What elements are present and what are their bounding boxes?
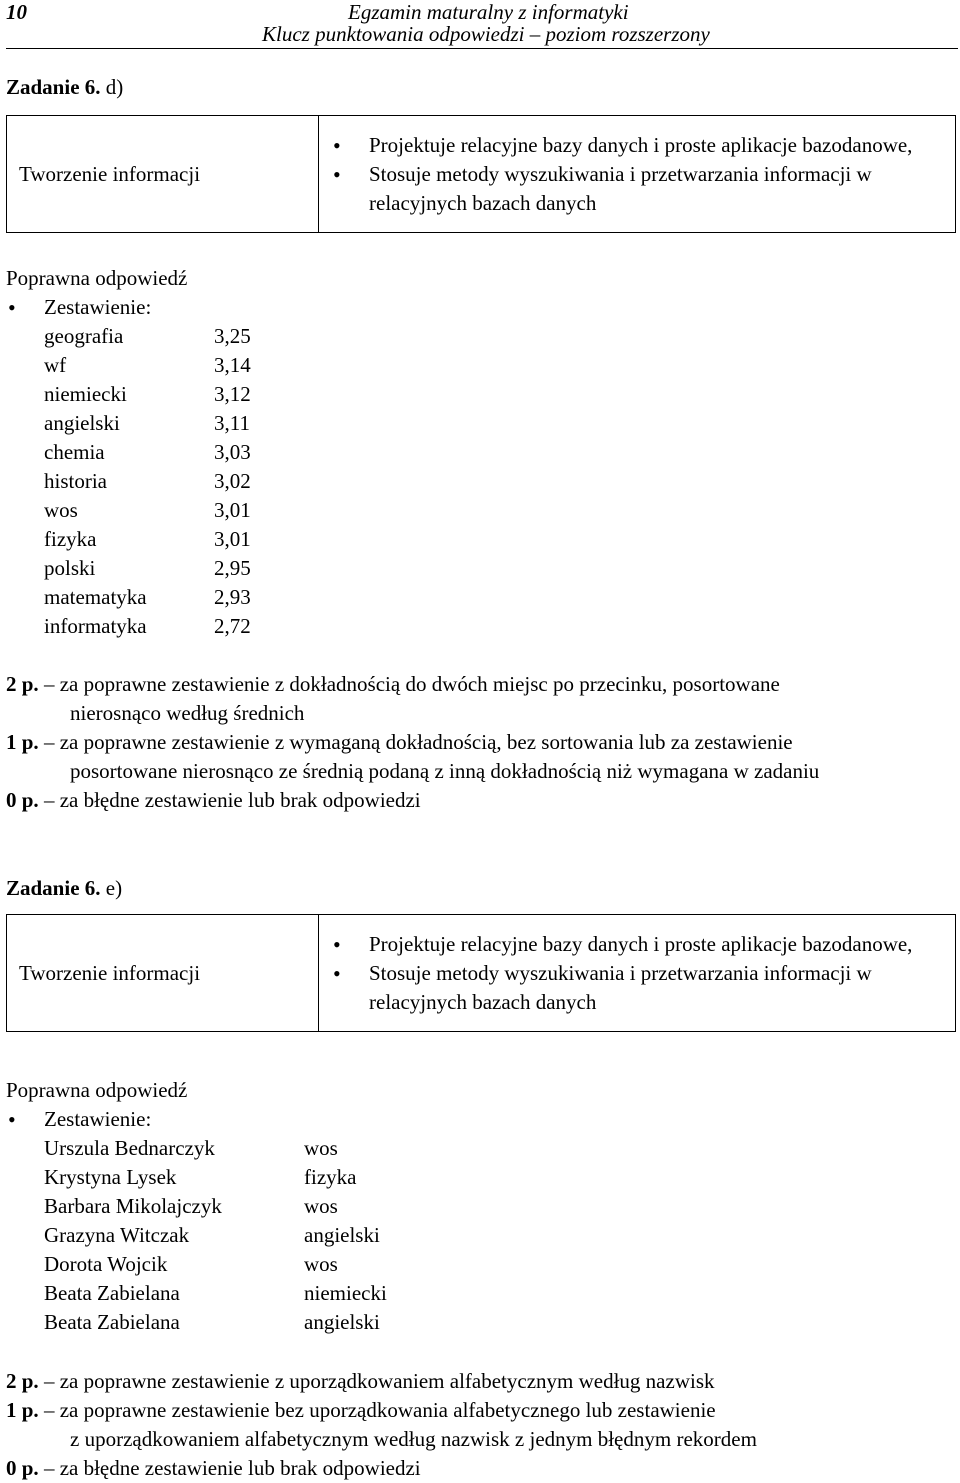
table-row bbox=[44, 1134, 387, 1163]
table-row bbox=[44, 1221, 387, 1250]
subject-cell: chemia bbox=[44, 440, 105, 464]
task-e-people-table bbox=[44, 1134, 387, 1337]
scoring-text-continued: z uporządkowaniem alfabetycznym według nazwisk z jednym błędnym rekordem bbox=[70, 1427, 757, 1451]
task-e-label: Zadanie 6. e) bbox=[6, 876, 123, 900]
task-d-req-2: • Stosuje metody wyszukiwania i przetwarzania informacji w relacyjnych bazach danych bbox=[327, 160, 955, 218]
scoring-text: – za poprawne zestawienie z uporządkowaniem alfabetycznym według nazwisk bbox=[38, 1369, 715, 1393]
subject-cell: matematyka bbox=[44, 585, 147, 609]
task-d-label: Zadanie 6. d) bbox=[6, 75, 124, 99]
table-row bbox=[44, 1192, 387, 1221]
scoring-text: – za poprawne zestawienie bez uporządkowania alfabetycznego lub zestawienie bbox=[38, 1398, 716, 1422]
points-label: 1 p. bbox=[6, 730, 39, 754]
subject-cell: wos bbox=[44, 498, 78, 522]
scoring-item bbox=[6, 1396, 956, 1454]
task-d-category: Tworzenie informacji bbox=[7, 116, 319, 233]
average-cell: 3,01 bbox=[214, 498, 251, 522]
scoring-text: – za poprawne zestawienie z dokładnością do dwóch miejsc po przecinku, posortowane bbox=[38, 672, 780, 696]
average-cell: 2,93 bbox=[214, 585, 251, 609]
task-e-zestawienie-label: • Zestawienie: bbox=[6, 1105, 387, 1134]
subject-cell: fizyka bbox=[304, 1165, 357, 1189]
task-d-requirements bbox=[319, 116, 956, 233]
name-cell: Beata Zabielana bbox=[44, 1281, 180, 1305]
header-title: Egzamin maturalny z informatyki bbox=[348, 0, 629, 24]
scoring-text-continued: posortowane nierosnąco ze średnią podaną z inną dokładnością niż wymagana w zadaniu bbox=[70, 759, 820, 783]
scoring-text: – za błędne zestawienie lub brak odpowiedzi bbox=[38, 1456, 421, 1480]
table-row bbox=[44, 1250, 387, 1279]
scoring-item bbox=[6, 786, 956, 815]
points-label: 1 p. bbox=[6, 1398, 39, 1422]
subject-cell: niemiecki bbox=[304, 1281, 387, 1305]
subject-cell: wos bbox=[304, 1194, 338, 1218]
points-label: 2 p. bbox=[6, 672, 39, 696]
subject-cell: wf bbox=[44, 353, 67, 377]
task-d-zestawienie-label: • Zestawienie: bbox=[6, 293, 251, 322]
subject-cell: informatyka bbox=[44, 614, 147, 638]
task-d-scoring bbox=[6, 670, 956, 815]
subject-cell: niemiecki bbox=[44, 382, 127, 406]
page-number: 10 bbox=[6, 0, 27, 24]
points-label: 2 p. bbox=[6, 1369, 39, 1393]
subject-cell: historia bbox=[44, 469, 107, 493]
header-subtitle: Klucz punktowania odpowiedzi – poziom rozszerzony bbox=[262, 22, 710, 46]
subject-cell: angielski bbox=[44, 411, 120, 435]
scoring-text: – za poprawne zestawienie z wymaganą dokładnością, bez sortowania lub za zestawienie bbox=[38, 730, 793, 754]
average-cell: 2,72 bbox=[214, 614, 251, 638]
average-cell: 2,95 bbox=[214, 556, 251, 580]
task-d-requirements-table bbox=[6, 115, 956, 233]
table-row bbox=[44, 583, 251, 612]
name-cell: Barbara Mikolajczyk bbox=[44, 1194, 222, 1218]
subject-cell: angielski bbox=[304, 1223, 380, 1247]
name-cell: Urszula Bednarczyk bbox=[44, 1136, 215, 1160]
task-e-answer bbox=[6, 1076, 387, 1337]
task-e-requirements-table bbox=[6, 914, 956, 1032]
subject-cell: fizyka bbox=[44, 527, 97, 551]
table-row bbox=[44, 467, 251, 496]
table-row bbox=[44, 525, 251, 554]
task-e-answer-heading: Poprawna odpowiedź bbox=[6, 1078, 188, 1102]
scoring-item bbox=[6, 1454, 956, 1483]
scoring-item bbox=[6, 1367, 956, 1396]
task-e-req-2: • Stosuje metody wyszukiwania i przetwarzania informacji w relacyjnych bazach danych bbox=[327, 959, 955, 1017]
subject-cell: wos bbox=[304, 1136, 338, 1160]
subject-cell: geografia bbox=[44, 324, 124, 348]
average-cell: 3,02 bbox=[214, 469, 251, 493]
name-cell: Grazyna Witczak bbox=[44, 1223, 190, 1247]
table-row bbox=[44, 380, 251, 409]
table-row bbox=[44, 554, 251, 583]
task-d-answer bbox=[6, 264, 251, 641]
scoring-text-continued: nierosnąco według średnich bbox=[70, 701, 305, 725]
name-cell: Dorota Wojcik bbox=[44, 1252, 168, 1276]
average-cell: 3,25 bbox=[214, 324, 251, 348]
table-row bbox=[44, 322, 251, 351]
subject-cell: angielski bbox=[304, 1310, 380, 1334]
task-e-category: Tworzenie informacji bbox=[7, 915, 319, 1032]
points-label: 0 p. bbox=[6, 788, 39, 812]
task-e-requirements bbox=[319, 915, 956, 1032]
subject-cell: wos bbox=[304, 1252, 338, 1276]
table-row bbox=[44, 1279, 387, 1308]
average-cell: 3,11 bbox=[214, 411, 250, 435]
subject-cell: polski bbox=[44, 556, 96, 580]
task-d-req-1: • Projektuje relacyjne bazy danych i proste aplikacje bazodanowe, bbox=[327, 131, 955, 160]
points-label: 0 p. bbox=[6, 1456, 39, 1480]
table-row bbox=[44, 1163, 387, 1192]
task-d-answer-heading: Poprawna odpowiedź bbox=[6, 266, 188, 290]
table-row bbox=[44, 438, 251, 467]
table-row bbox=[44, 409, 251, 438]
scoring-item bbox=[6, 670, 956, 728]
average-cell: 3,03 bbox=[214, 440, 251, 464]
scoring-item bbox=[6, 728, 956, 786]
task-e-req-1: • Projektuje relacyjne bazy danych i proste aplikacje bazodanowe, bbox=[327, 930, 955, 959]
average-cell: 3,12 bbox=[214, 382, 251, 406]
average-cell: 3,01 bbox=[214, 527, 251, 551]
task-e-scoring bbox=[6, 1367, 956, 1483]
name-cell: Beata Zabielana bbox=[44, 1310, 180, 1334]
scoring-text: – za błędne zestawienie lub brak odpowiedzi bbox=[38, 788, 421, 812]
average-cell: 3,14 bbox=[214, 353, 251, 377]
page-header bbox=[6, 0, 958, 49]
table-row bbox=[44, 612, 251, 641]
table-row bbox=[44, 351, 251, 380]
task-d-averages-table bbox=[44, 322, 251, 641]
name-cell: Krystyna Lysek bbox=[44, 1165, 177, 1189]
table-row bbox=[44, 496, 251, 525]
table-row bbox=[44, 1308, 387, 1337]
